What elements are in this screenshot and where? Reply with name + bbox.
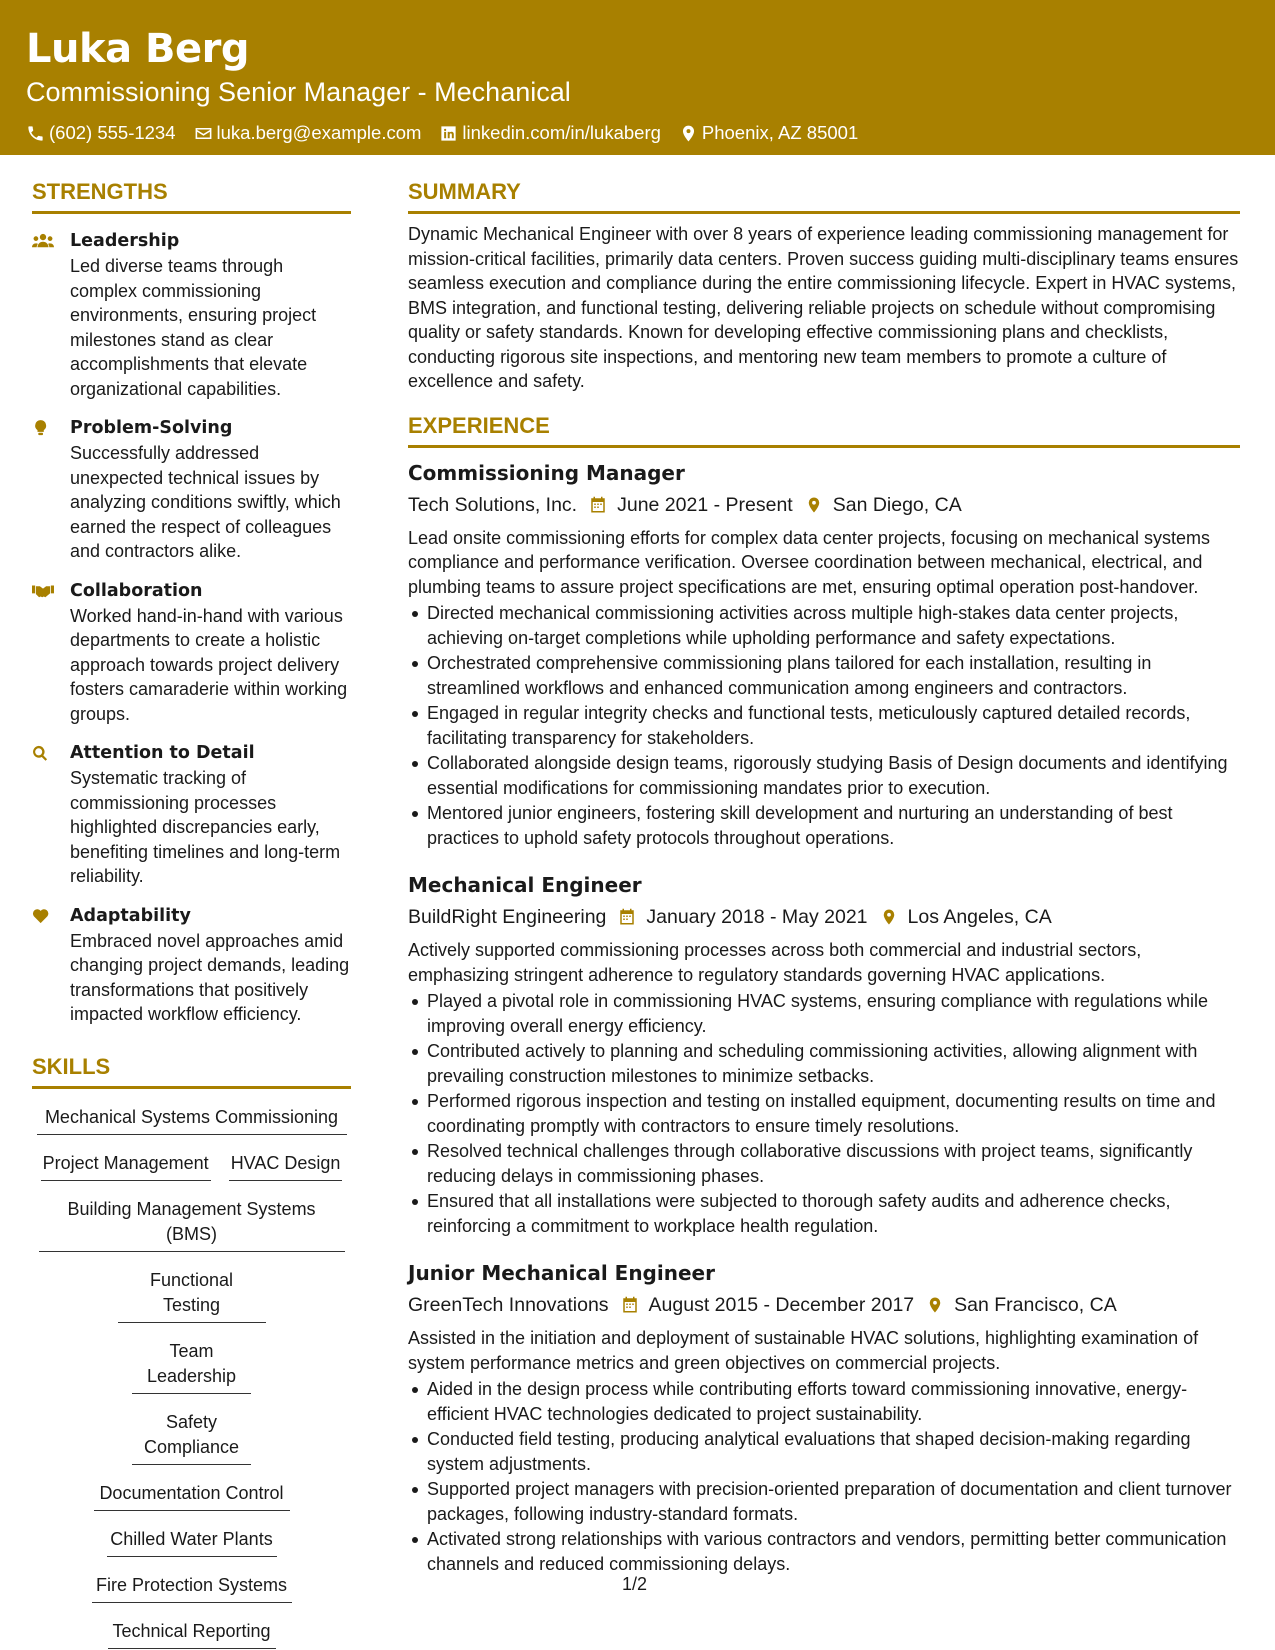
heart-icon xyxy=(32,907,54,925)
job-description: Lead onsite commissioning efforts for complex data center projects, focusing on mechanical systems compliance and performance verification. Oversee coordination between mechanical, electrical, and plumbing teams to assure project specifications are met, ensuring optimal operation post-handover. xyxy=(408,527,1211,597)
job-dates: June 2021 - Present xyxy=(617,493,793,516)
strength-description: Systematic tracking of commissioning processes highlighted discrepancies early, benefiting timelines and long-term reliability. xyxy=(70,768,341,886)
job-entry xyxy=(408,870,1240,1238)
job-bullet: Engaged in regular integrity checks and functional tests, meticulously captured detailed records, facilitating transparency for stakeholders. xyxy=(408,701,1240,750)
email-text: luka.berg@example.com xyxy=(216,122,422,143)
strength-title: Collaboration xyxy=(70,580,203,601)
job-bullet: Played a pivotal role in commissioning HVAC systems, ensuring compliance with regulations while improving overall energy efficiency. xyxy=(408,989,1240,1038)
contact-bar xyxy=(26,120,1249,146)
summary-heading: SUMMARY xyxy=(408,178,1240,214)
contact-phone xyxy=(26,120,176,146)
page-number: 1/2 xyxy=(622,1574,648,1594)
job-bullets xyxy=(408,601,1240,850)
skill-tag: Documentation Control xyxy=(94,1479,290,1511)
lightbulb-icon xyxy=(32,419,54,437)
map-pin-icon xyxy=(679,124,698,143)
job-dates: August 2015 - December 2017 xyxy=(648,1294,915,1316)
contact-linkedin[interactable] xyxy=(439,120,660,146)
strength-item xyxy=(32,903,351,1027)
strength-item xyxy=(32,740,351,889)
users-icon xyxy=(32,232,54,250)
strength-title: Attention to Detail xyxy=(70,743,255,763)
skill-tag: Chilled Water Plants xyxy=(107,1525,277,1557)
strength-description: Embraced novel approaches amid changing project demands, leading transformations that positively impacted workflow efficiency. xyxy=(70,930,350,1024)
skill-tag: Team Leadership xyxy=(132,1337,251,1394)
skill-tag: Safety Compliance xyxy=(132,1408,251,1465)
job-bullet: Supported project managers with precision-oriented preparation of documentation and client turnover packages, following industry-standard formats. xyxy=(408,1477,1240,1526)
skills-list xyxy=(32,1103,351,1650)
skill-tag: Mechanical Systems Commissioning xyxy=(37,1103,347,1135)
job-entry xyxy=(408,1258,1240,1576)
strength-item xyxy=(32,415,351,564)
skill-tag: Fire Protection Systems xyxy=(92,1571,292,1603)
job-bullets xyxy=(408,989,1240,1238)
experience-heading: EXPERIENCE xyxy=(408,412,1240,448)
strength-title: Leadership xyxy=(70,231,180,251)
skill-tag: Functional Testing xyxy=(118,1266,266,1323)
job-bullet: Conducted field testing, producing analytical evaluations that shaped decision-making regarding system adjustments. xyxy=(408,1427,1240,1476)
linkedin-icon xyxy=(439,124,458,143)
job-bullets xyxy=(408,1377,1240,1576)
job-location: Los Angeles, CA xyxy=(907,906,1052,928)
strength-description: Led diverse teams through complex commissioning environments, ensuring project milestones stand as clear accomplishments that elevate organizational capabilities. xyxy=(70,256,317,399)
skills-heading: SKILLS xyxy=(32,1053,351,1089)
strength-title: Adaptability xyxy=(70,905,191,926)
job-bullet: Directed mechanical commissioning activities across multiple high-stakes data center projects, achieving on-target completions while upholding performance and safety expectations. xyxy=(408,601,1240,650)
search-icon xyxy=(32,744,54,762)
job-role: Junior Mechanical Engineer xyxy=(408,1261,715,1285)
skill-tag: Building Management Systems (BMS) xyxy=(39,1195,345,1252)
job-entry xyxy=(408,458,1240,851)
job-bullet: Aided in the design process while contributing efforts toward commissioning innovative, energy-efficient HVAC technologies dedicated to project sustainability. xyxy=(408,1377,1240,1426)
location-text: Phoenix, AZ 85001 xyxy=(701,122,859,143)
job-bullet: Orchestrated comprehensive commissioning plans tailored for each installation, resulting in streamlined workflows and enhanced communication among engineers and contractors. xyxy=(408,651,1240,700)
strength-item xyxy=(32,578,351,727)
strength-item xyxy=(32,228,351,401)
job-company: Tech Solutions, Inc. xyxy=(408,493,578,516)
job-meta xyxy=(408,490,1240,520)
job-meta xyxy=(408,1290,1240,1320)
right-column xyxy=(408,178,1240,1577)
map-pin-icon xyxy=(805,496,823,514)
linkedin-text: linkedin.com/in/lukaberg xyxy=(462,122,661,143)
left-column xyxy=(32,178,351,1650)
strength-description: Successfully addressed unexpected technical issues by analyzing conditions swiftly, which earned the respect of colleagues and contractors alike. xyxy=(70,443,341,561)
candidate-name: Luka Berg xyxy=(26,26,249,72)
job-description: Actively supported commissioning processes across both commercial and industrial sectors, emphasizing stringent adherence to regulatory standards governing HVAC applications. xyxy=(408,940,1142,985)
job-location: San Diego, CA xyxy=(832,493,962,516)
skill-tag: Technical Reporting xyxy=(108,1617,276,1649)
job-company: GreenTech Innovations xyxy=(408,1294,609,1316)
phone-icon xyxy=(26,124,45,143)
contact-email[interactable] xyxy=(194,120,422,146)
job-role: Mechanical Engineer xyxy=(408,873,642,897)
job-bullet: Performed rigorous inspection and testing on installed equipment, documenting results on time and coordinating promptly with contractors to ensure timely resolutions. xyxy=(408,1089,1240,1138)
strength-description: Worked hand-in-hand with various departments to create a holistic approach towards project delivery fosters camaraderie within working groups. xyxy=(70,605,348,724)
job-bullet: Mentored junior engineers, fostering skill development and nurturing an understanding of best practices to uphold safety protocols throughout operations. xyxy=(408,801,1240,850)
job-bullet: Activated strong relationships with various contractors and vendors, permitting better communication channels and reduced commissioning delays. xyxy=(408,1527,1240,1576)
calendar-icon xyxy=(618,908,636,926)
job-bullet: Contributed actively to planning and scheduling commissioning activities, allowing alignment with prevailing construction milestones to minimize setbacks. xyxy=(408,1039,1240,1088)
skill-tag: Project Management xyxy=(41,1149,211,1181)
envelope-icon xyxy=(194,124,213,143)
job-description: Assisted in the initiation and deployment of sustainable HVAC solutions, highlighting examination of system performance metrics and green objectives on commercial projects. xyxy=(408,1328,1199,1373)
map-pin-icon xyxy=(926,1296,944,1314)
job-role: Commissioning Manager xyxy=(408,460,685,485)
calendar-icon xyxy=(621,1296,639,1314)
job-meta xyxy=(408,902,1240,932)
job-bullet: Collaborated alongside design teams, rigorously studying Basis of Design documents and identifying essential modifications for commissioning mandates prior to execution. xyxy=(408,751,1240,800)
job-company: BuildRight Engineering xyxy=(408,906,607,928)
candidate-title: Commissioning Senior Manager - Mechanical xyxy=(26,77,571,107)
strength-title: Problem-Solving xyxy=(70,418,233,438)
strengths-heading: STRENGTHS xyxy=(32,178,351,214)
job-bullet: Ensured that all installations were subjected to thorough safety audits and adherence checks, reinforcing a commitment to workplace health regulation. xyxy=(408,1189,1240,1238)
calendar-icon xyxy=(589,496,607,514)
job-bullet: Resolved technical challenges through collaborative discussions with project teams, significantly reducing delays in commissioning phases. xyxy=(408,1139,1240,1188)
handshake-icon xyxy=(32,582,54,600)
job-location: San Francisco, CA xyxy=(954,1294,1117,1316)
skill-tag: HVAC Design xyxy=(229,1149,343,1181)
map-pin-icon xyxy=(880,908,898,926)
summary-text: Dynamic Mechanical Engineer with over 8 years of experience leading commissioning management for mission-critical facilities, primarily data centers. Proven success guiding multi-disciplinary teams ensures seamless execution and compliance during the entire commissioning lifecycle. Expert in HVAC systems, BMS integration, and functional testing, delivering reliable projects on schedule without compromising quality or safety standards. Known for developing effective commissioning plans and checklists, conducting rigorous site inspections, and mentoring new team members to promote a culture of excellence and safety. xyxy=(408,224,1239,391)
strengths-list xyxy=(32,228,351,1027)
job-dates: January 2018 - May 2021 xyxy=(646,906,868,928)
resume-header xyxy=(0,0,1275,155)
contact-location xyxy=(679,120,858,146)
phone-text: (602) 555-1234 xyxy=(49,122,176,143)
